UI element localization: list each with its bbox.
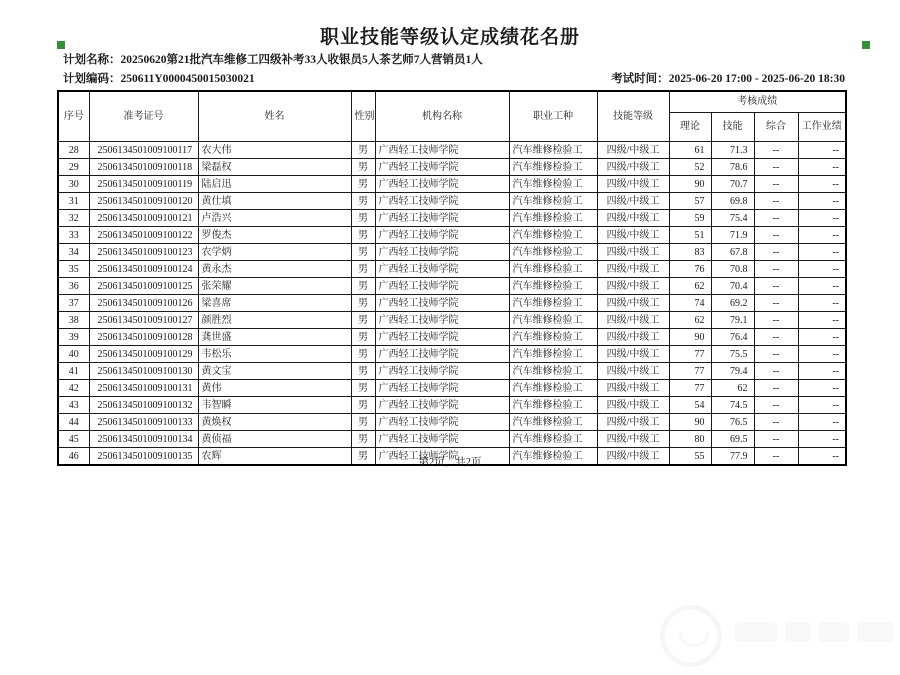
plan-name-label: 计划名称： <box>63 54 121 66</box>
cell-comprehensive: -- <box>754 193 798 210</box>
cell-work: -- <box>798 312 846 329</box>
cell-occupation: 汽车维修检验工 <box>509 295 597 312</box>
cell-ticket: 2506134501009100123 <box>89 244 198 261</box>
cell-gender: 男 <box>351 142 375 159</box>
cell-org: 广西轻工技师学院 <box>375 227 509 244</box>
cell-theory: 55 <box>669 448 711 466</box>
cell-occupation: 汽车维修检验工 <box>509 431 597 448</box>
cell-level: 四级/中级工 <box>597 193 669 210</box>
cell-gender: 男 <box>351 380 375 397</box>
cell-occupation: 汽车维修检验工 <box>509 312 597 329</box>
cell-ticket: 2506134501009100135 <box>89 448 198 466</box>
cell-comprehensive: -- <box>754 244 798 261</box>
cell-skill: 69.2 <box>711 295 754 312</box>
cell-name: 农辉 <box>198 448 351 466</box>
cell-comprehensive: -- <box>754 346 798 363</box>
cell-occupation: 汽车维修检验工 <box>509 414 597 431</box>
cell-theory: 61 <box>669 142 711 159</box>
cell-theory: 51 <box>669 227 711 244</box>
cell-theory: 76 <box>669 261 711 278</box>
cell-org: 广西轻工技师学院 <box>375 380 509 397</box>
cell-name: 梁磊权 <box>198 159 351 176</box>
cell-org: 广西轻工技师学院 <box>375 159 509 176</box>
cell-work: -- <box>798 142 846 159</box>
cell-seq: 39 <box>58 329 89 346</box>
watermark <box>655 600 900 670</box>
table-row <box>58 176 846 193</box>
cell-ticket: 2506134501009100120 <box>89 193 198 210</box>
cell-ticket: 2506134501009100130 <box>89 363 198 380</box>
cell-skill: 75.5 <box>711 346 754 363</box>
cell-skill: 75.4 <box>711 210 754 227</box>
cell-skill: 69.8 <box>711 193 754 210</box>
cell-gender: 男 <box>351 414 375 431</box>
cell-gender: 男 <box>351 346 375 363</box>
cell-ticket: 2506134501009100117 <box>89 142 198 159</box>
cell-occupation: 汽车维修检验工 <box>509 227 597 244</box>
cell-skill: 62 <box>711 380 754 397</box>
cell-comprehensive: -- <box>754 363 798 380</box>
cell-name: 罗俊杰 <box>198 227 351 244</box>
cell-work: -- <box>798 431 846 448</box>
page-number: 第2页，共2页 <box>418 457 482 468</box>
cell-level: 四级/中级工 <box>597 142 669 159</box>
cell-work: -- <box>798 329 846 346</box>
cell-work: -- <box>798 448 846 466</box>
table-header <box>58 91 846 142</box>
plan-name-value: 20250620第21批汽车维修工四级补考33人收银员5人茶艺师7人营销员1人 <box>120 54 483 66</box>
cell-level: 四级/中级工 <box>597 244 669 261</box>
cell-theory: 77 <box>669 346 711 363</box>
watermark-text-block <box>857 622 893 642</box>
cell-gender: 男 <box>351 397 375 414</box>
cell-seq: 37 <box>58 295 89 312</box>
cell-level: 四级/中级工 <box>597 414 669 431</box>
header-level: 技能等级 <box>597 91 669 142</box>
plan-code-label: 计划编码： <box>63 73 121 85</box>
cell-comprehensive: -- <box>754 414 798 431</box>
cell-work: -- <box>798 176 846 193</box>
cell-gender: 男 <box>351 329 375 346</box>
table-row <box>58 193 846 210</box>
cell-org: 广西轻工技师学院 <box>375 448 509 466</box>
table-row <box>58 295 846 312</box>
cell-ticket: 2506134501009100134 <box>89 431 198 448</box>
cell-gender: 男 <box>351 448 375 466</box>
plan-code-value: 250611Y0000450015030021 <box>120 73 255 85</box>
cell-work: -- <box>798 227 846 244</box>
cell-org: 广西轻工技师学院 <box>375 414 509 431</box>
cell-occupation: 汽车维修检验工 <box>509 380 597 397</box>
cell-comprehensive: -- <box>754 431 798 448</box>
cell-occupation: 汽车维修检验工 <box>509 346 597 363</box>
cell-skill: 70.4 <box>711 278 754 295</box>
cell-theory: 90 <box>669 176 711 193</box>
cell-name: 梁喜席 <box>198 295 351 312</box>
cell-comprehensive: -- <box>754 176 798 193</box>
cell-gender: 男 <box>351 431 375 448</box>
cell-seq: 29 <box>58 159 89 176</box>
cell-theory: 77 <box>669 380 711 397</box>
cell-ticket: 2506134501009100131 <box>89 380 198 397</box>
cell-level: 四级/中级工 <box>597 295 669 312</box>
cell-comprehensive: -- <box>754 227 798 244</box>
cell-skill: 70.7 <box>711 176 754 193</box>
cell-level: 四级/中级工 <box>597 363 669 380</box>
cell-seq: 44 <box>58 414 89 431</box>
cell-ticket: 2506134501009100126 <box>89 295 198 312</box>
cell-skill: 67.8 <box>711 244 754 261</box>
cell-skill: 70.8 <box>711 261 754 278</box>
cell-org: 广西轻工技师学院 <box>375 329 509 346</box>
cell-gender: 男 <box>351 295 375 312</box>
cell-name: 韦智瞬 <box>198 397 351 414</box>
cell-level: 四级/中级工 <box>597 159 669 176</box>
cell-ticket: 2506134501009100127 <box>89 312 198 329</box>
header-occupation: 职业工种 <box>509 91 597 142</box>
table-row <box>58 346 846 363</box>
cell-seq: 43 <box>58 397 89 414</box>
cell-ticket: 2506134501009100125 <box>89 278 198 295</box>
cell-org: 广西轻工技师学院 <box>375 176 509 193</box>
score-roster-table <box>57 90 847 466</box>
table-row <box>58 380 846 397</box>
cell-ticket: 2506134501009100122 <box>89 227 198 244</box>
cell-theory: 77 <box>669 363 711 380</box>
cell-occupation: 汽车维修检验工 <box>509 210 597 227</box>
cell-name: 黄文宝 <box>198 363 351 380</box>
cell-work: -- <box>798 278 846 295</box>
cell-occupation: 汽车维修检验工 <box>509 244 597 261</box>
table-row <box>58 431 846 448</box>
table-row <box>58 261 846 278</box>
cell-name: 黄仕填 <box>198 193 351 210</box>
cell-occupation: 汽车维修检验工 <box>509 363 597 380</box>
cell-level: 四级/中级工 <box>597 380 669 397</box>
cell-theory: 62 <box>669 312 711 329</box>
cell-theory: 54 <box>669 397 711 414</box>
cell-comprehensive: -- <box>754 312 798 329</box>
cell-skill: 77.9 <box>711 448 754 466</box>
cell-seq: 34 <box>58 244 89 261</box>
watermark-seal-icon <box>660 605 722 667</box>
header-seq: 序号 <box>58 91 89 142</box>
table-row <box>58 227 846 244</box>
cell-ticket: 2506134501009100132 <box>89 397 198 414</box>
cell-org: 广西轻工技师学院 <box>375 210 509 227</box>
plan-code-line <box>63 70 255 86</box>
green-marker-right <box>862 41 870 49</box>
cell-theory: 62 <box>669 278 711 295</box>
cell-org: 广西轻工技师学院 <box>375 244 509 261</box>
cell-seq: 32 <box>58 210 89 227</box>
header-org: 机构名称 <box>375 91 509 142</box>
cell-name: 黄侦福 <box>198 431 351 448</box>
header-name: 姓名 <box>198 91 351 142</box>
cell-occupation: 汽车维修检验工 <box>509 176 597 193</box>
cell-gender: 男 <box>351 312 375 329</box>
header-ticket: 准考证号 <box>89 91 198 142</box>
cell-skill: 71.3 <box>711 142 754 159</box>
page-title: 职业技能等级认定成绩花名册 <box>319 27 580 48</box>
cell-comprehensive: -- <box>754 448 798 466</box>
cell-org: 广西轻工技师学院 <box>375 142 509 159</box>
cell-skill: 69.5 <box>711 431 754 448</box>
cell-occupation: 汽车维修检验工 <box>509 159 597 176</box>
cell-ticket: 2506134501009100128 <box>89 329 198 346</box>
cell-level: 四级/中级工 <box>597 329 669 346</box>
cell-skill: 76.4 <box>711 329 754 346</box>
cell-level: 四级/中级工 <box>597 227 669 244</box>
table-row <box>58 142 846 159</box>
watermark-seal-smile-icon <box>679 632 709 647</box>
cell-theory: 90 <box>669 329 711 346</box>
cell-seq: 28 <box>58 142 89 159</box>
cell-comprehensive: -- <box>754 380 798 397</box>
cell-theory: 90 <box>669 414 711 431</box>
cell-name: 卢浩兴 <box>198 210 351 227</box>
cell-name: 黄永杰 <box>198 261 351 278</box>
cell-work: -- <box>798 380 846 397</box>
cell-theory: 83 <box>669 244 711 261</box>
cell-org: 广西轻工技师学院 <box>375 278 509 295</box>
exam-time-value: 2025-06-20 17:00 - 2025-06-20 18:30 <box>668 73 845 85</box>
cell-theory: 52 <box>669 159 711 176</box>
cell-ticket: 2506134501009100133 <box>89 414 198 431</box>
cell-ticket: 2506134501009100129 <box>89 346 198 363</box>
cell-gender: 男 <box>351 193 375 210</box>
header-gender: 性别 <box>351 91 375 142</box>
cell-gender: 男 <box>351 159 375 176</box>
cell-name: 陆启迅 <box>198 176 351 193</box>
cell-work: -- <box>798 414 846 431</box>
cell-seq: 42 <box>58 380 89 397</box>
cell-work: -- <box>798 295 846 312</box>
cell-level: 四级/中级工 <box>597 448 669 466</box>
cell-org: 广西轻工技师学院 <box>375 397 509 414</box>
cell-work: -- <box>798 244 846 261</box>
exam-time-label: 考试时间： <box>611 73 669 85</box>
cell-comprehensive: -- <box>754 159 798 176</box>
cell-seq: 31 <box>58 193 89 210</box>
cell-seq: 38 <box>58 312 89 329</box>
cell-work: -- <box>798 363 846 380</box>
cell-occupation: 汽车维修检验工 <box>509 261 597 278</box>
cell-occupation: 汽车维修检验工 <box>509 142 597 159</box>
cell-comprehensive: -- <box>754 329 798 346</box>
cell-work: -- <box>798 261 846 278</box>
cell-level: 四级/中级工 <box>597 346 669 363</box>
cell-skill: 76.5 <box>711 414 754 431</box>
cell-org: 广西轻工技师学院 <box>375 431 509 448</box>
cell-ticket: 2506134501009100124 <box>89 261 198 278</box>
cell-org: 广西轻工技师学院 <box>375 295 509 312</box>
table-row <box>58 278 846 295</box>
cell-ticket: 2506134501009100118 <box>89 159 198 176</box>
cell-occupation: 汽车维修检验工 <box>509 278 597 295</box>
cell-occupation: 汽车维修检验工 <box>509 397 597 414</box>
cell-comprehensive: -- <box>754 210 798 227</box>
cell-seq: 45 <box>58 431 89 448</box>
cell-level: 四级/中级工 <box>597 312 669 329</box>
watermark-text-block <box>785 622 811 642</box>
watermark-text-block <box>819 622 849 642</box>
cell-seq: 35 <box>58 261 89 278</box>
cell-theory: 74 <box>669 295 711 312</box>
cell-ticket: 2506134501009100119 <box>89 176 198 193</box>
cell-name: 张荣耀 <box>198 278 351 295</box>
cell-theory: 80 <box>669 431 711 448</box>
cell-skill: 79.1 <box>711 312 754 329</box>
cell-name: 黄焕权 <box>198 414 351 431</box>
cell-gender: 男 <box>351 261 375 278</box>
cell-work: -- <box>798 159 846 176</box>
cell-name: 农学炳 <box>198 244 351 261</box>
watermark-text-block <box>735 622 777 642</box>
cell-comprehensive: -- <box>754 278 798 295</box>
cell-gender: 男 <box>351 210 375 227</box>
cell-level: 四级/中级工 <box>597 431 669 448</box>
cell-occupation: 汽车维修检验工 <box>509 448 597 466</box>
table-row <box>58 244 846 261</box>
table-row <box>58 159 846 176</box>
table-body <box>58 142 846 466</box>
cell-name: 农大伟 <box>198 142 351 159</box>
cell-theory: 59 <box>669 210 711 227</box>
table-row <box>58 397 846 414</box>
exam-time-line <box>611 70 845 86</box>
cell-level: 四级/中级工 <box>597 278 669 295</box>
cell-work: -- <box>798 346 846 363</box>
cell-gender: 男 <box>351 278 375 295</box>
cell-level: 四级/中级工 <box>597 261 669 278</box>
cell-seq: 41 <box>58 363 89 380</box>
header-work: 工作业绩 <box>798 113 846 142</box>
cell-comprehensive: -- <box>754 397 798 414</box>
cell-comprehensive: -- <box>754 295 798 312</box>
cell-name: 龚世盛 <box>198 329 351 346</box>
header-score-group: 考核成绩 <box>669 91 846 113</box>
cell-org: 广西轻工技师学院 <box>375 346 509 363</box>
cell-org: 广西轻工技师学院 <box>375 363 509 380</box>
cell-seq: 46 <box>58 448 89 466</box>
plan-name-line <box>63 51 483 67</box>
cell-seq: 30 <box>58 176 89 193</box>
cell-work: -- <box>798 397 846 414</box>
cell-gender: 男 <box>351 244 375 261</box>
header-skill: 技能 <box>711 113 754 142</box>
cell-gender: 男 <box>351 176 375 193</box>
cell-skill: 71.9 <box>711 227 754 244</box>
cell-org: 广西轻工技师学院 <box>375 261 509 278</box>
cell-gender: 男 <box>351 363 375 380</box>
cell-name: 颜胜烈 <box>198 312 351 329</box>
cell-name: 黄伟 <box>198 380 351 397</box>
table-row <box>58 414 846 431</box>
green-marker-left <box>57 41 65 49</box>
cell-skill: 78.6 <box>711 159 754 176</box>
cell-theory: 57 <box>669 193 711 210</box>
table-row <box>58 210 846 227</box>
header-comprehensive: 综合 <box>754 113 798 142</box>
cell-comprehensive: -- <box>754 261 798 278</box>
cell-seq: 40 <box>58 346 89 363</box>
cell-skill: 79.4 <box>711 363 754 380</box>
cell-occupation: 汽车维修检验工 <box>509 329 597 346</box>
table-row <box>58 329 846 346</box>
cell-comprehensive: -- <box>754 142 798 159</box>
header-theory: 理论 <box>669 113 711 142</box>
cell-work: -- <box>798 193 846 210</box>
cell-seq: 33 <box>58 227 89 244</box>
cell-org: 广西轻工技师学院 <box>375 193 509 210</box>
cell-ticket: 2506134501009100121 <box>89 210 198 227</box>
cell-seq: 36 <box>58 278 89 295</box>
table-row <box>58 312 846 329</box>
cell-gender: 男 <box>351 227 375 244</box>
cell-work: -- <box>798 210 846 227</box>
cell-org: 广西轻工技师学院 <box>375 312 509 329</box>
cell-level: 四级/中级工 <box>597 397 669 414</box>
cell-name: 韦松乐 <box>198 346 351 363</box>
cell-level: 四级/中级工 <box>597 210 669 227</box>
table-row <box>58 363 846 380</box>
cell-skill: 74.5 <box>711 397 754 414</box>
cell-level: 四级/中级工 <box>597 176 669 193</box>
cell-occupation: 汽车维修检验工 <box>509 193 597 210</box>
